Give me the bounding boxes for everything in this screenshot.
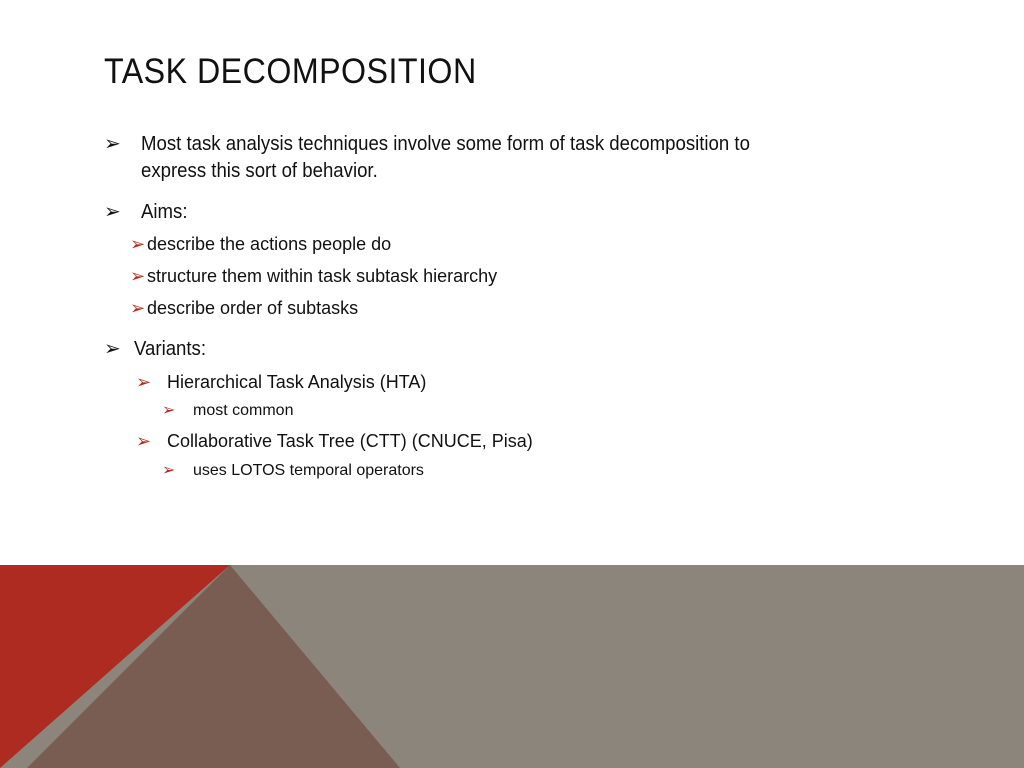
variant-sub-item-text: most common bbox=[193, 402, 294, 419]
aims-item bbox=[130, 264, 630, 288]
aims-label: Aims: bbox=[141, 201, 188, 223]
arrow-bullet-icon: ➢ bbox=[136, 431, 152, 451]
bullet-intro bbox=[104, 131, 904, 185]
bullet-variants bbox=[104, 336, 404, 363]
bullet-aims bbox=[104, 199, 404, 226]
variant-sub-item bbox=[162, 461, 562, 481]
arrow-bullet-icon: ➢ bbox=[130, 266, 146, 286]
variant-sub-item-text: uses LOTOS temporal operators bbox=[193, 462, 424, 479]
aims-item-text: describe the actions people do bbox=[147, 234, 392, 254]
arrow-bullet-icon: ➢ bbox=[104, 201, 121, 223]
aims-item-text: structure them within task subtask hierarchy bbox=[147, 266, 498, 286]
arrow-bullet-icon: ➢ bbox=[104, 338, 121, 360]
decorative-footer-band bbox=[0, 565, 1024, 768]
variant-item bbox=[136, 429, 636, 453]
arrow-bullet-icon: ➢ bbox=[162, 402, 176, 419]
variant-item bbox=[136, 370, 636, 394]
aims-item-text: describe order of subtasks bbox=[147, 298, 359, 318]
arrow-bullet-icon: ➢ bbox=[136, 372, 152, 392]
aims-item bbox=[130, 232, 630, 256]
arrow-bullet-icon: ➢ bbox=[104, 133, 121, 155]
variant-item-text: Hierarchical Task Analysis (HTA) bbox=[167, 372, 427, 392]
aims-item bbox=[130, 296, 630, 320]
arrow-bullet-icon: ➢ bbox=[162, 462, 176, 479]
arrow-bullet-icon: ➢ bbox=[130, 234, 146, 254]
variant-sub-item bbox=[162, 401, 562, 421]
variants-label: Variants: bbox=[134, 338, 207, 360]
bullet-intro-line-2: express this sort of behavior. bbox=[141, 160, 378, 182]
bullet-intro-line-1: Most task analysis techniques involve some form of task decomposition to bbox=[141, 133, 750, 155]
arrow-bullet-icon: ➢ bbox=[130, 298, 146, 318]
variant-item-text: Collaborative Task Tree (CTT) (CNUCE, Pisa) bbox=[167, 431, 533, 451]
slide-title: TASK DECOMPOSITION bbox=[104, 52, 477, 91]
